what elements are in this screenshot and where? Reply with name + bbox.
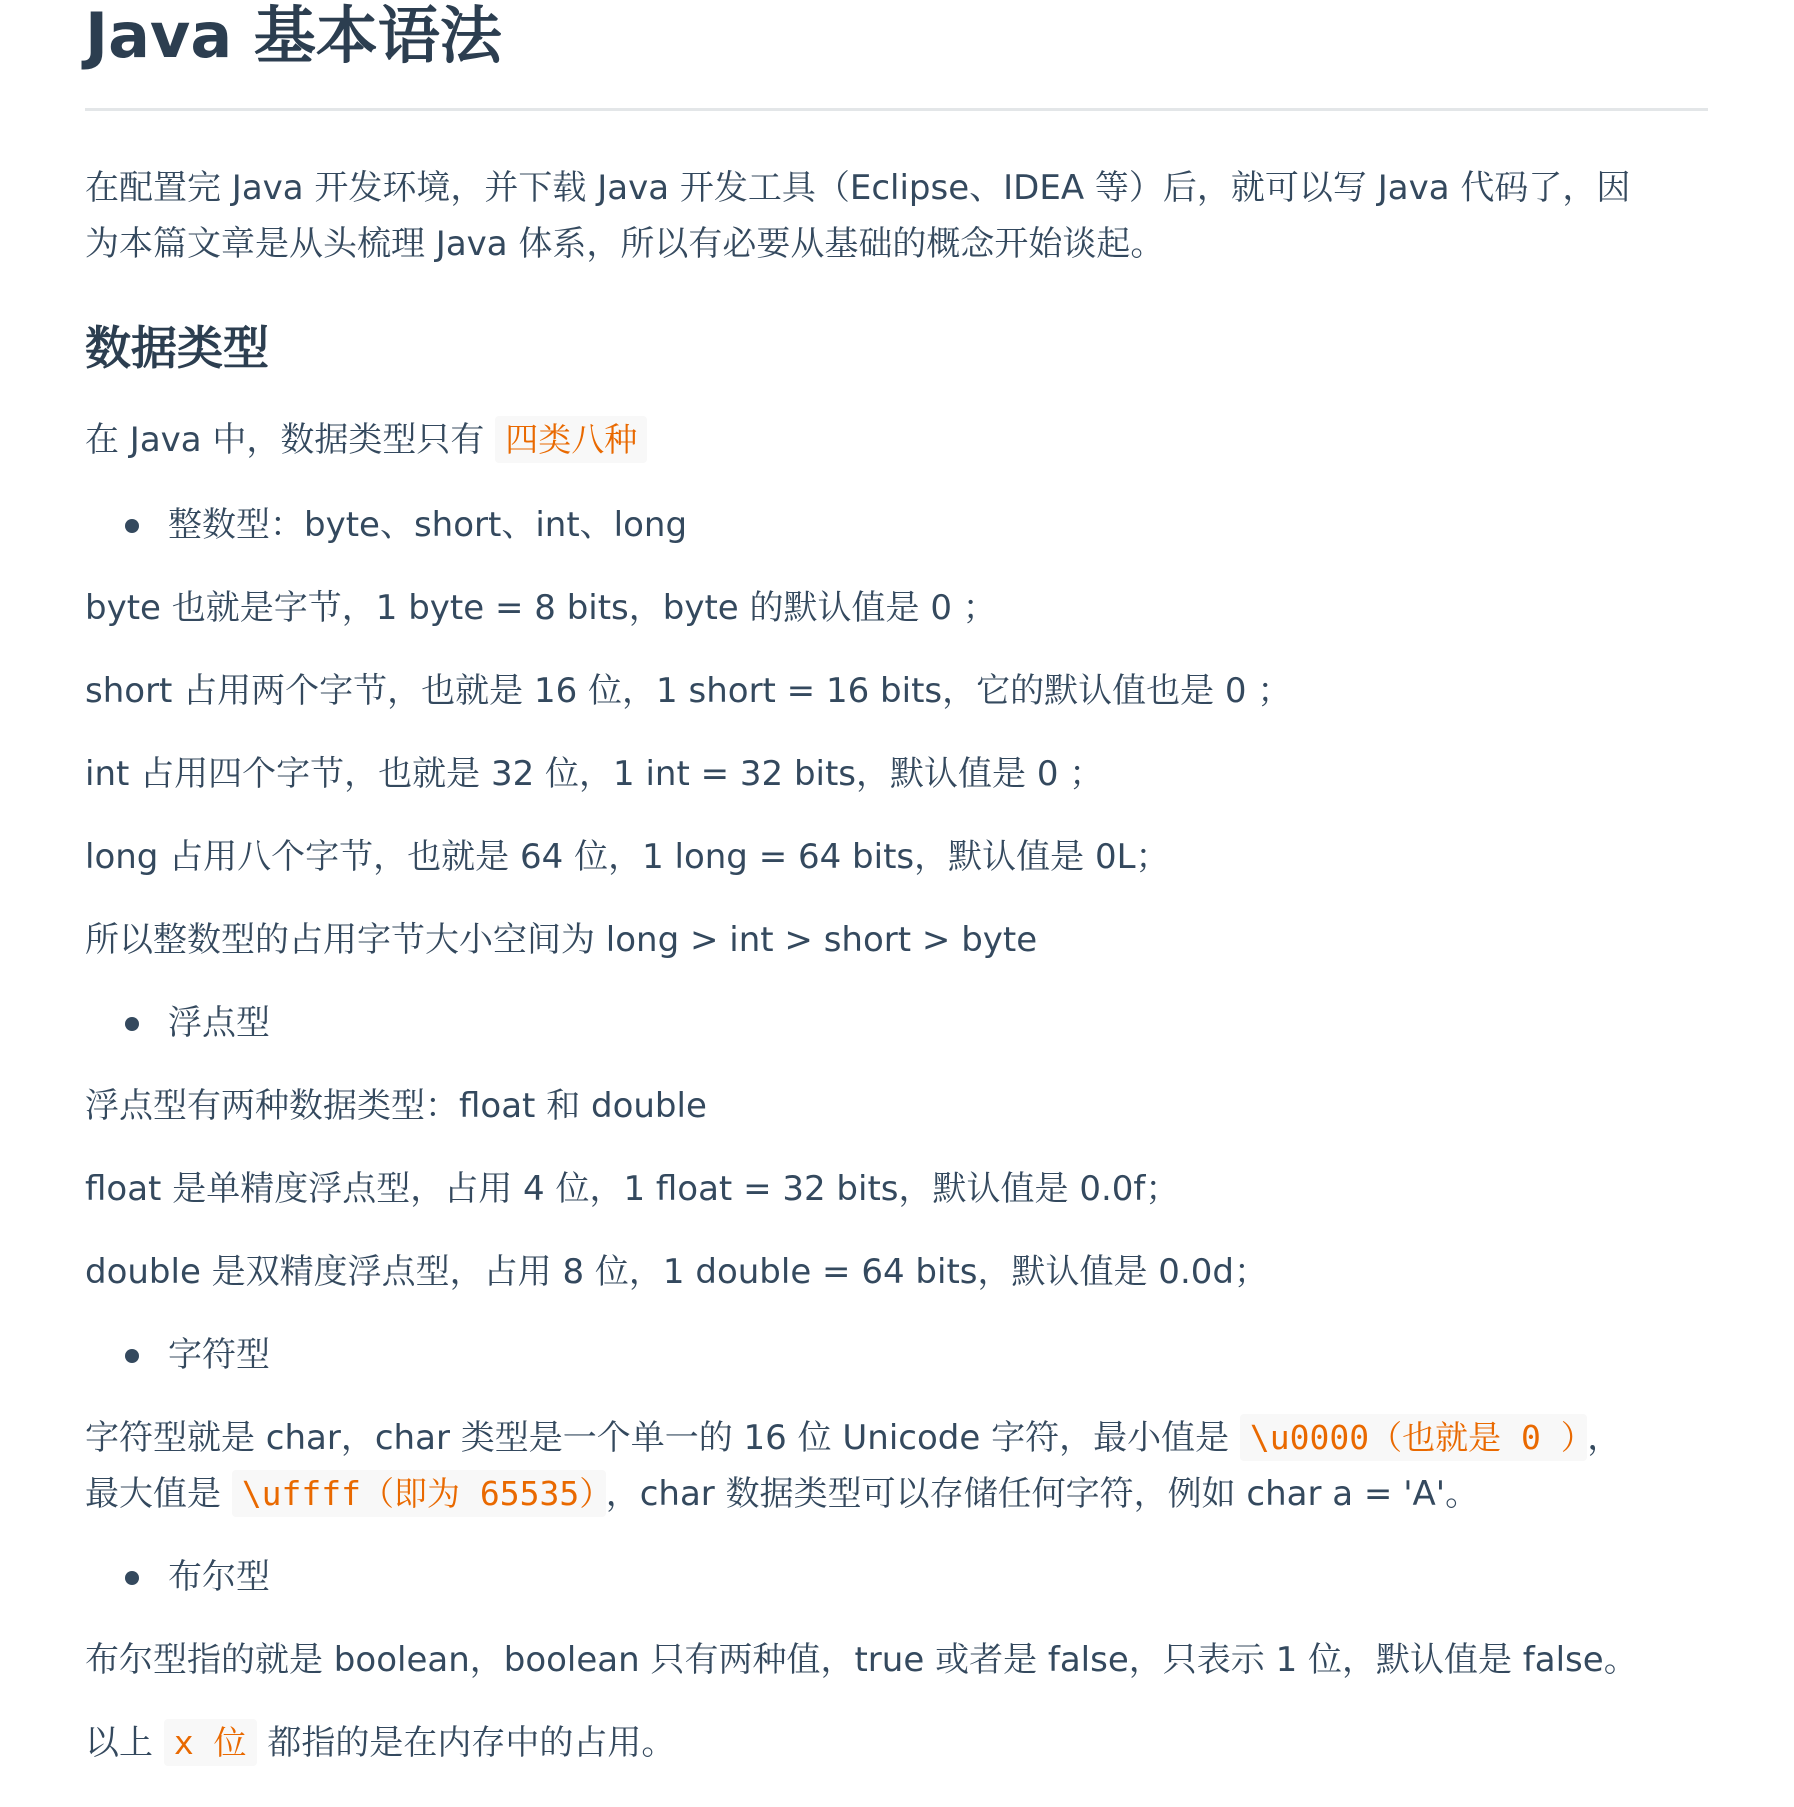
list-item-label: 浮点型 [168, 1003, 270, 1043]
char-text-1-end: ， [1587, 1418, 1622, 1458]
bullet-dot-icon [125, 1349, 139, 1363]
title-divider [85, 108, 1708, 111]
bullet-dot-icon [125, 1017, 139, 1031]
double-paragraph: double 是双精度浮点型，占用 8 位，1 double = 64 bits，默认值是 0.0d； [85, 1252, 1268, 1292]
types-paragraph [85, 412, 647, 468]
inline-code-x-bits: x 位 [164, 1719, 257, 1766]
short-paragraph: short 占用两个字节，也就是 16 位，1 short = 16 bits，它的默认值也是 0 ； [85, 671, 1292, 711]
bits-paragraph [85, 1715, 675, 1771]
boolean-paragraph: 布尔型指的就是 boolean，boolean 只有两种值，true 或者是 false，只表示 1 位，默认值是 false。 [85, 1640, 1638, 1680]
order-paragraph: 所以整数型的占用字节大小空间为 long > int > short > byte [85, 920, 1038, 960]
char-text-2-end: ，char 数据类型可以存储任何字符，例如 char a = 'A'。 [605, 1474, 1480, 1514]
page-title: Java 基本语法 [85, 0, 502, 72]
float-types-paragraph: 浮点型有两种数据类型：float 和 double [85, 1086, 707, 1126]
bullet-dot-icon [125, 519, 139, 533]
float-paragraph: float 是单精度浮点型，占用 4 位，1 float = 32 bits，默认值是 0.0f； [85, 1169, 1180, 1209]
bullet-dot-icon [125, 1571, 139, 1585]
list-item-label: 字符型 [168, 1335, 270, 1375]
char-paragraph-line-2 [85, 1466, 1479, 1522]
bits-text-pre: 以上 [85, 1723, 164, 1763]
list-item-label: 整数型：byte、short、int、long [168, 505, 688, 545]
long-paragraph: long 占用八个字节，也就是 64 位，1 long = 64 bits，默认值是 0L； [85, 837, 1170, 877]
section-heading: 数据类型 [85, 321, 269, 375]
char-text-2: 最大值是 [85, 1474, 232, 1514]
inline-code-four-types: 四类八种 [495, 416, 647, 463]
bits-text-post: 都指的是在内存中的占用。 [256, 1723, 676, 1763]
char-text-1: 字符型就是 char，char 类型是一个单一的 16 位 Unicode 字符，最小值是 [85, 1418, 1240, 1458]
intro-line-2: 为本篇文章是从头梳理 Java 体系，所以有必要从基础的概念开始谈起。 [85, 224, 1165, 264]
byte-paragraph: byte 也就是字节，1 byte = 8 bits，byte 的默认值是 0 ； [85, 588, 997, 628]
intro-line-1: 在配置完 Java 开发环境，并下载 Java 开发工具（Eclipse、IDEA 等）后，就可以写 Java 代码了，因 [85, 168, 1631, 208]
types-text: 在 Java 中，数据类型只有 [85, 420, 496, 460]
int-paragraph: int 占用四个字节，也就是 32 位，1 int = 32 bits，默认值是 0 ； [85, 754, 1104, 794]
list-item-label: 布尔型 [168, 1557, 270, 1597]
char-paragraph-line-1 [85, 1410, 1621, 1466]
inline-code-min-value: \u0000（也就是 0 ） [1240, 1414, 1587, 1461]
inline-code-max-value: \uffff（即为 65535） [232, 1470, 606, 1517]
